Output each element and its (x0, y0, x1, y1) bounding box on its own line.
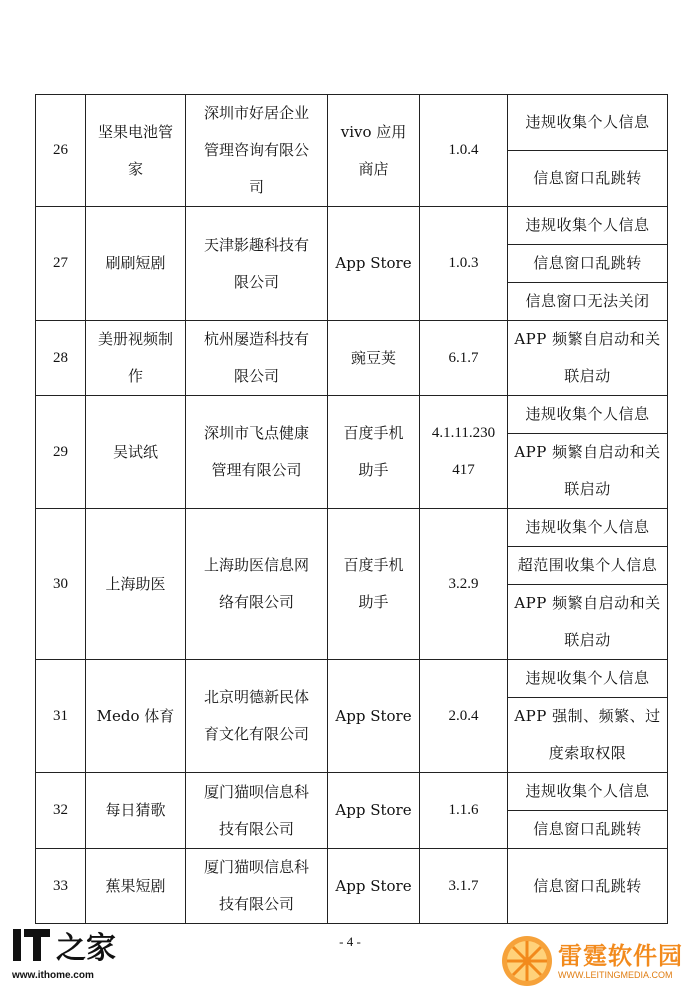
leiting-logo (500, 934, 696, 990)
violation-issue-line: 信息窗口乱跳转 (533, 169, 642, 187)
app-store (328, 849, 420, 924)
violation-issue-line: APP 频繁自启动和关 (514, 330, 661, 348)
app-version-line: 6.1.7 (448, 349, 479, 366)
page-number: - 4 - (339, 934, 361, 949)
row-number (36, 509, 86, 660)
app-version-line: 3.2.9 (448, 575, 479, 592)
ithome-logo-icon (12, 926, 116, 966)
app-name-line: 刷刷短剧 (105, 254, 166, 272)
app-version-line: 3.1.7 (448, 877, 479, 894)
table-row (36, 396, 668, 434)
violation-issue-line: 违规收集个人信息 (525, 113, 650, 131)
table-row (36, 207, 668, 245)
row-number-line: 32 (53, 802, 68, 818)
app-store (328, 321, 420, 396)
violation-issue-line: 联启动 (564, 367, 611, 385)
row-number-line: 27 (53, 255, 68, 271)
violation-issue (508, 509, 668, 547)
violation-issue-line: 违规收集个人信息 (525, 405, 650, 423)
violation-issue (508, 660, 668, 698)
app-store-line: 豌豆荚 (350, 348, 396, 367)
developer-company-line: 育文化有限公司 (203, 725, 309, 743)
row-number (36, 95, 86, 207)
app-version (420, 509, 508, 660)
app-version-line: 4.1.11.230 (431, 425, 496, 441)
table-row (36, 660, 668, 698)
app-name-line: 蕉果短剧 (105, 876, 166, 895)
violation-issue-line: 信息窗口乱跳转 (533, 820, 642, 838)
violation-issue (508, 811, 668, 849)
app-name-line: 美册视频制 (97, 330, 173, 348)
developer-company-line: 限公司 (233, 272, 279, 291)
app-store-line: vivo 应用 (340, 122, 407, 141)
app-store-line: 商店 (358, 159, 389, 178)
violation-issue-line: 违规收集个人信息 (525, 518, 650, 536)
violation-issue-line: 联启动 (564, 631, 611, 649)
developer-company-line: 厦门猫呗信息科 (203, 858, 309, 876)
violation-issue (508, 207, 668, 245)
developer-company (186, 396, 328, 509)
violation-issue-line: APP 强制、频繁、过 (514, 707, 661, 725)
violation-issue (508, 585, 668, 660)
app-name-line: 家 (127, 159, 143, 178)
developer-company-line: 技有限公司 (218, 819, 294, 838)
app-name (86, 509, 186, 660)
app-store-line: App Store (335, 254, 412, 272)
orange-slice-icon (500, 934, 554, 988)
violation-issue (508, 151, 668, 207)
violation-issue-line: 违规收集个人信息 (525, 669, 650, 687)
app-name (86, 773, 186, 849)
row-number-line: 33 (53, 877, 68, 894)
app-version (420, 207, 508, 321)
app-name (86, 396, 186, 509)
app-version-line: 1.0.4 (448, 142, 479, 158)
app-store-line: App Store (335, 801, 412, 819)
violation-issue-line: 信息窗口无法关闭 (525, 292, 650, 310)
app-store-line: App Store (335, 706, 412, 725)
app-store-line: 助手 (358, 593, 389, 611)
app-name-line: 上海助医 (105, 574, 166, 593)
developer-company (186, 95, 328, 207)
developer-company-line: 技有限公司 (218, 895, 294, 913)
developer-company-line: 深圳市飞点健康 (203, 424, 309, 442)
developer-company-line: 天津影趣科技有 (203, 235, 309, 254)
app-name (86, 849, 186, 924)
app-name (86, 207, 186, 321)
violation-issue-line: 联启动 (564, 480, 611, 498)
app-version-line: 417 (452, 462, 475, 478)
row-number (36, 321, 86, 396)
app-store-line: 百度手机 (343, 556, 404, 574)
app-store (328, 396, 420, 509)
violation-issue-line: 度索取权限 (548, 744, 627, 762)
row-number-line: 29 (53, 443, 68, 460)
developer-company-line: 厦门猫呗信息科 (203, 782, 309, 801)
violation-issue (508, 698, 668, 773)
row-number-line: 31 (53, 707, 68, 724)
developer-company (186, 207, 328, 321)
developer-company-line: 司 (248, 178, 264, 196)
app-version (420, 660, 508, 773)
app-store-line: 助手 (358, 461, 389, 479)
developer-company-line: 北京明德新民体 (203, 688, 309, 706)
app-store (328, 95, 420, 207)
violation-issue-line: 信息窗口乱跳转 (533, 254, 642, 272)
leiting-name: 雷霆软件园 (558, 942, 683, 970)
row-number-line: 28 (53, 349, 68, 366)
svg-text:之家: 之家 (56, 931, 116, 966)
row-number (36, 207, 86, 321)
app-version (420, 849, 508, 924)
app-name (86, 321, 186, 396)
violation-issue (508, 434, 668, 509)
table-row (36, 95, 668, 151)
ithome-url: www.ithome.com (12, 970, 94, 981)
app-violation-table (35, 94, 668, 924)
ithome-logo (12, 926, 116, 986)
app-store-line: App Store (335, 876, 412, 895)
app-version-line: 2.0.4 (448, 707, 479, 724)
row-number (36, 849, 86, 924)
table-row (36, 321, 668, 396)
app-name-line: 作 (127, 367, 143, 385)
developer-company-line: 络有限公司 (218, 593, 294, 611)
app-version (420, 95, 508, 207)
violation-issue (508, 396, 668, 434)
developer-company (186, 849, 328, 924)
app-store (328, 207, 420, 321)
app-store-line: 百度手机 (343, 424, 404, 442)
row-number-line: 30 (53, 575, 68, 592)
violation-issue (508, 849, 668, 924)
developer-company-line: 管理咨询有限公 (203, 141, 309, 159)
developer-company-line: 深圳市好居企业 (203, 104, 309, 122)
app-name (86, 95, 186, 207)
table-row (36, 773, 668, 811)
violation-issue (508, 773, 668, 811)
violation-issue (508, 245, 668, 283)
row-number (36, 773, 86, 849)
developer-company (186, 773, 328, 849)
app-name-line: Medo 体育 (96, 706, 175, 725)
developer-company (186, 509, 328, 660)
violation-issue (508, 95, 668, 151)
violation-issue-line: 违规收集个人信息 (525, 216, 650, 234)
app-name-line: 坚果电池管 (97, 122, 173, 141)
app-version (420, 773, 508, 849)
app-name (86, 660, 186, 773)
row-number (36, 396, 86, 509)
developer-company (186, 321, 328, 396)
developer-company (186, 660, 328, 773)
developer-company-line: 限公司 (233, 367, 279, 385)
app-store (328, 660, 420, 773)
developer-company-line: 管理有限公司 (211, 461, 302, 479)
violation-issue-line: 超范围收集个人信息 (517, 556, 658, 574)
app-version-line: 1.0.3 (448, 255, 479, 271)
developer-company-line: 杭州屡造科技有 (203, 330, 309, 348)
app-store (328, 509, 420, 660)
violation-issue (508, 321, 668, 396)
violation-issue-line: 信息窗口乱跳转 (533, 876, 642, 895)
app-version (420, 396, 508, 509)
row-number-line: 26 (53, 142, 68, 158)
app-name-line: 吴试纸 (112, 442, 158, 461)
app-version (420, 321, 508, 396)
violation-issue (508, 283, 668, 321)
developer-company-line: 上海助医信息网 (203, 556, 309, 574)
leiting-url: WWW.LEITINGMEDIA.COM (558, 970, 673, 980)
app-name-line: 每日猜歌 (105, 801, 166, 819)
app-store (328, 773, 420, 849)
violation-issue (508, 547, 668, 585)
violation-issue-line: 违规收集个人信息 (525, 782, 650, 800)
app-version-line: 1.1.6 (448, 802, 479, 818)
violation-issue-line: APP 频繁自启动和关 (514, 594, 661, 612)
table-row (36, 509, 668, 547)
violation-issue-line: APP 频繁自启动和关 (514, 443, 661, 461)
table-row (36, 849, 668, 924)
row-number (36, 660, 86, 773)
